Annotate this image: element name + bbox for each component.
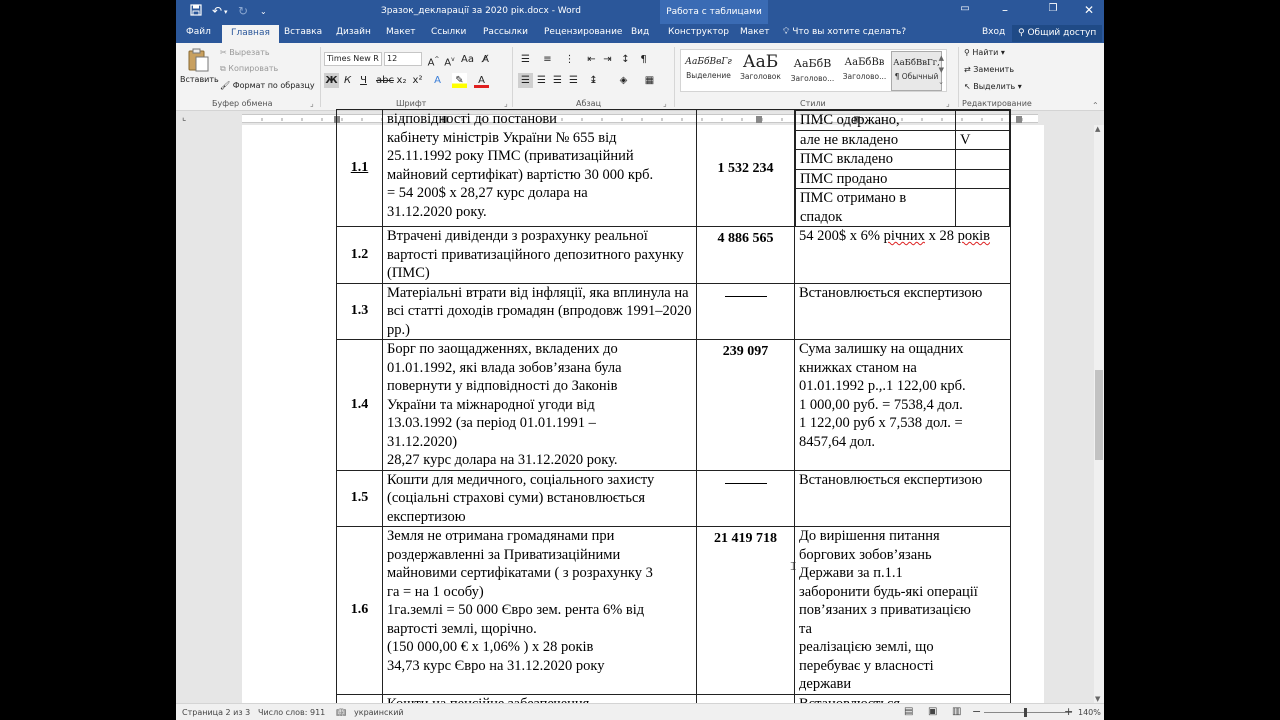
clipboard-launcher-icon[interactable]: ⌟: [310, 99, 314, 108]
row-note[interactable]: Сума залишку на ощадних книжках станом на 01.01.1992 р.,.1 122,00 крб. 1 000,00 руб. = 7538,4 дол. 1 122,00 руб х 7,538 дол. = 8457,64 дол.: [795, 340, 1011, 471]
undo-dropdown-icon[interactable]: ▾: [224, 8, 228, 16]
row-amount[interactable]: [697, 470, 795, 527]
option-label[interactable]: ПМС продано: [796, 169, 956, 189]
replace-button[interactable]: ⇄ Заменить: [964, 65, 1015, 74]
empty-amount-line: [725, 296, 767, 297]
tab-file[interactable]: Файл: [186, 27, 211, 37]
tab-design[interactable]: Дизайн: [336, 27, 371, 37]
option-mark[interactable]: V: [956, 130, 1010, 150]
option-row: [796, 150, 1010, 170]
scroll-down-icon[interactable]: ▼: [1095, 695, 1101, 703]
row-number: 1.2: [337, 227, 383, 284]
paste-label: Вставить: [180, 75, 219, 84]
empty-amount-line: [725, 483, 767, 484]
zoom-out-icon[interactable]: −: [972, 705, 982, 718]
clear-formatting-icon[interactable]: A̸: [482, 54, 489, 65]
document-title: Зразок_декларації за 2020 рік.docx - Word: [381, 6, 581, 16]
tab-home[interactable]: Главная: [222, 25, 279, 43]
row-note[interactable]: Встановлюється експертизою: [795, 470, 1011, 527]
row-amount[interactable]: 4 886 565: [697, 227, 795, 284]
word-window: [176, 0, 1104, 720]
row-number: 1.4: [337, 340, 383, 471]
sign-in-link[interactable]: Вход: [982, 27, 1006, 37]
table-row: [337, 283, 1011, 340]
tab-insert[interactable]: Вставка: [284, 27, 323, 37]
grow-font-icon[interactable]: A^: [427, 56, 440, 69]
copy-icon: ⧉: [220, 64, 226, 73]
underline-icon[interactable]: Ч: [360, 75, 367, 86]
font-name-box[interactable]: Times New R: [324, 52, 382, 66]
tab-references[interactable]: Ссылки: [431, 27, 467, 37]
tab-stop-selector-icon[interactable]: ⌞: [182, 113, 187, 123]
bold-icon[interactable]: Ж: [325, 75, 338, 86]
close-button[interactable]: ✕: [1083, 3, 1095, 17]
replace-icon: ⇄: [964, 65, 971, 74]
show-marks-icon[interactable]: ¶: [640, 54, 647, 65]
tab-table-layout[interactable]: Макет: [740, 27, 770, 37]
paragraph-group-label: Абзац: [576, 99, 602, 108]
declaration-table: [336, 109, 1011, 714]
option-mark[interactable]: [956, 169, 1010, 189]
font-size-box[interactable]: 12: [384, 52, 422, 66]
redo-icon[interactable]: ↻: [238, 4, 249, 18]
style-normal[interactable]: АаБбВвГг, ¶ Обычный: [891, 51, 942, 91]
row-description[interactable]: Втрачені дивіденди з розрахунку реальної вартості приватизаційного депозитного рахунку (ПМС): [383, 227, 697, 284]
option-label[interactable]: ПМС вкладено: [796, 150, 956, 170]
print-layout-icon[interactable]: ▣: [928, 706, 938, 717]
italic-icon[interactable]: К: [343, 75, 352, 86]
table-row: [337, 470, 1011, 527]
strikethrough-icon[interactable]: abc: [376, 75, 394, 86]
web-layout-icon[interactable]: ▥: [952, 706, 962, 717]
row-description[interactable]: Матеріальні втрати від інфляції, яка вплинула на всі статті доходів громадян (впродовж 1991–2020 рр.): [383, 283, 697, 340]
row-number: 1.1: [337, 110, 383, 227]
style-emphasis[interactable]: АаБбВвГг Выделение: [685, 57, 732, 80]
style-heading[interactable]: АаБ Заголовок: [740, 52, 781, 81]
format-painter-button[interactable]: 🖌︎ Формат по образцу: [220, 81, 315, 90]
language-indicator[interactable]: украинский: [354, 708, 404, 717]
zoom-slider[interactable]: [984, 712, 1072, 713]
clipboard-group-label: Буфер обмена: [212, 99, 273, 108]
tab-table-design[interactable]: Конструктор: [668, 27, 729, 37]
row-description[interactable]: Земля не отримана громадянами при роздержавленні за Приватизаційними майновими сертифікатами ( з розрахунку 3 га = на 1 особу) 1га.землі = 50 000 Євро зем. рента 6% від вартості землі, щорічно. (150 000,00 € х 1,06% ) х 28 років 34,73 курс Євро на 31.12.2020 року: [383, 527, 697, 695]
option-row: [796, 169, 1010, 189]
title-bar: [176, 0, 1104, 24]
numbering-icon[interactable]: ≡: [543, 54, 552, 65]
align-right-icon[interactable]: ☰: [553, 75, 562, 86]
table-row: [337, 227, 1011, 284]
row-note[interactable]: До вирішення питання боргових зобов’язань Держави за п.1.1 заборонити будь-які операції пов’язаних з приватизацією та реалізацією землі, що перебуває у власності держави: [795, 527, 1011, 695]
divider: [320, 47, 321, 107]
paragraph-launcher-icon[interactable]: ⌟: [663, 99, 667, 108]
align-center-icon[interactable]: ☰: [537, 75, 546, 86]
paste-icon: [187, 48, 209, 72]
style-heading-2[interactable]: АаБбВв Заголово...: [842, 57, 887, 81]
find-button[interactable]: ⚲ Найти ▾: [964, 48, 1005, 57]
page-indicator[interactable]: Страница 2 из 3: [182, 708, 251, 717]
text-effects-icon[interactable]: A: [434, 75, 441, 86]
increase-indent-icon[interactable]: ⇥: [603, 54, 612, 65]
proofing-icon[interactable]: 📖︎: [336, 708, 347, 717]
row-note: [795, 110, 1011, 227]
person-icon: ⚲: [1018, 28, 1025, 38]
table-row: [337, 340, 1011, 471]
styles-scroll-down-icon[interactable]: ▼: [938, 66, 944, 74]
styles-launcher-icon[interactable]: ⌟: [946, 99, 950, 108]
collapse-ribbon-icon[interactable]: ⌃: [1092, 101, 1099, 110]
table-tools-context-label: Работа с таблицами: [660, 0, 768, 24]
editing-group-label: Редактирование: [962, 99, 1032, 108]
ribbon-display-options-icon[interactable]: ▭: [960, 3, 970, 14]
document-area: [176, 111, 1094, 703]
cursor-icon: ↖: [964, 82, 971, 91]
text-cursor-icon: 𝙸: [789, 559, 798, 573]
tab-mailings[interactable]: Рассылки: [483, 27, 528, 37]
option-label[interactable]: але не вкладено: [796, 130, 956, 150]
ribbon-home: [176, 43, 1104, 111]
styles-gallery: [680, 49, 947, 92]
zoom-slider-thumb[interactable]: [1024, 708, 1027, 717]
lightbulb-icon: 💡︎: [783, 27, 790, 37]
row-number: 1.5: [337, 470, 383, 527]
scissors-icon: ✂: [220, 48, 227, 57]
word-count[interactable]: Число слов: 911: [258, 708, 326, 717]
magnifier-icon: ⚲: [964, 48, 970, 57]
undo-icon[interactable]: ↶: [212, 4, 223, 18]
row-note[interactable]: 54 200$ х 6% річних х 28 років: [795, 227, 1011, 284]
document-page[interactable]: [242, 111, 1044, 703]
brush-icon: 🖌︎: [220, 81, 231, 90]
highlight-icon[interactable]: ✎: [452, 73, 467, 88]
minimize-button[interactable]: –: [1002, 3, 1008, 17]
divider: [512, 47, 513, 107]
style-heading-1[interactable]: АаБбВ Заголово...: [790, 57, 835, 83]
row-amount[interactable]: [697, 283, 795, 340]
shrink-font-icon[interactable]: $A^v$: [444, 56, 455, 69]
option-row: [796, 111, 1010, 131]
status-bar: [176, 703, 1104, 720]
row-amount[interactable]: 21 419 718: [697, 527, 795, 695]
row-description[interactable]: Кошти для медичного, соціального захисту (соціальні страхові суми) встановлюється експертизою: [383, 470, 697, 527]
divider: [674, 47, 675, 107]
font-color-icon[interactable]: A: [474, 73, 489, 88]
option-row: [796, 130, 1010, 150]
row-note[interactable]: Встановлюється експертизою: [795, 283, 1011, 340]
option-row: [796, 189, 1010, 227]
zoom-level[interactable]: 140%: [1078, 708, 1101, 717]
zoom-in-icon[interactable]: +: [1064, 705, 1074, 718]
option-label[interactable]: ПМС отримано в спадок: [796, 189, 956, 227]
row-description[interactable]: Борг по заощадженнях, вкладених до 01.01.1992, які влада зобов’язана була повернути у відповідності до Законів України та міжнародної угоди від 13.03.1992 (за період 01.01.1991 – 31.12.2020) 28,27 курс долара на 31.12.2020 року.: [383, 340, 697, 471]
shading-icon[interactable]: ◈: [619, 75, 628, 86]
multilevel-list-icon[interactable]: ⋮: [564, 54, 575, 65]
scroll-thumb[interactable]: [1095, 370, 1103, 460]
font-group-label: Шрифт: [396, 99, 427, 108]
read-mode-icon[interactable]: ▤: [904, 706, 914, 717]
option-label[interactable]: ПМС одержано,: [796, 111, 956, 131]
vertical-scrollbar[interactable]: [1094, 125, 1104, 703]
divider: [958, 47, 959, 107]
table-row: [337, 110, 1011, 227]
paste-button[interactable]: [180, 46, 219, 92]
decrease-indent-icon[interactable]: ⇤: [587, 54, 596, 65]
cut-button[interactable]: ✂ Вырезать: [220, 48, 270, 57]
customize-qat-icon[interactable]: ⌄: [260, 7, 267, 16]
share-button[interactable]: ⚲ Общий доступ: [1012, 25, 1102, 42]
tell-me-search[interactable]: 💡︎ Что вы хотите сделать?: [783, 27, 907, 37]
save-icon[interactable]: [190, 4, 202, 19]
row-amount[interactable]: 1 532 234: [697, 110, 795, 227]
subscript-icon[interactable]: x₂: [396, 75, 407, 86]
styles-group-label: Стили: [800, 99, 826, 108]
row-number: 1.6: [337, 527, 383, 695]
align-left-icon[interactable]: ☰: [518, 73, 533, 88]
line-spacing-icon[interactable]: ↨: [589, 75, 598, 86]
copy-button[interactable]: ⧉ Копировать: [220, 64, 279, 73]
ribbon-tabs: [176, 24, 1104, 43]
tab-review[interactable]: Рецензирование: [544, 27, 623, 37]
maximize-button[interactable]: ❐: [1048, 3, 1058, 14]
tab-view[interactable]: Вид: [631, 27, 650, 37]
tab-layout[interactable]: Макет: [386, 27, 416, 37]
bullets-icon[interactable]: ☰: [521, 54, 530, 65]
table-row: [337, 527, 1011, 695]
row-amount[interactable]: 239 097: [697, 340, 795, 471]
option-mark[interactable]: [956, 111, 1010, 131]
styles-scroll-up-icon[interactable]: ▲: [938, 54, 944, 62]
justify-icon[interactable]: ☰: [569, 75, 578, 86]
scroll-up-icon[interactable]: ▲: [1095, 125, 1101, 133]
sort-icon[interactable]: ↕: [621, 54, 630, 65]
font-launcher-icon[interactable]: ⌟: [504, 99, 508, 108]
option-mark[interactable]: [956, 189, 1010, 227]
pms-options-table: [795, 110, 1010, 226]
borders-icon[interactable]: ▦: [644, 75, 655, 86]
row-number: 1.3: [337, 283, 383, 340]
change-case-icon[interactable]: Aa: [461, 54, 474, 65]
styles-more-icon[interactable]: ⌄: [938, 78, 944, 86]
row-description[interactable]: відповідності до постанови кабінету міністрів України № 655 від 25.11.1992 року ПМС (приватизаційний майновий сертифікат) вартістю 30 000 крб. = 54 200$ х 28,27 курс долара на 31.12.2020 року.: [383, 110, 697, 227]
select-button[interactable]: ↖ Выделить ▾: [964, 82, 1022, 91]
option-mark[interactable]: [956, 150, 1010, 170]
superscript-icon[interactable]: x²: [412, 75, 423, 86]
